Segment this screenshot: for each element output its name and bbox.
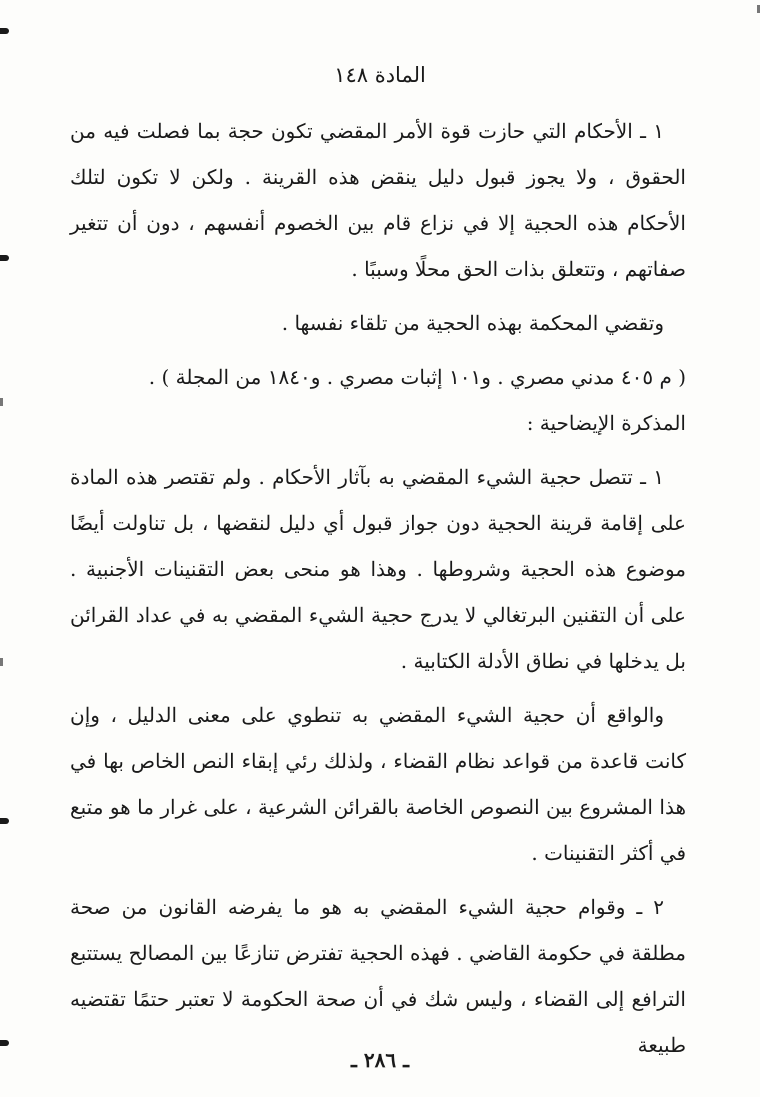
article-title: المادة ١٤٨ (334, 63, 426, 87)
memo-paragraph: والواقع أن حجية الشيء المقضي به تنطوي على معنى الدليل ، وإن كانت قاعدة من قواعد نظام القضاء ، ولذلك رئي إبقاء النص الخاص بها في هذا المشروع بين النصوص الخاصة بالقرائن الشرعية ، على غرار ما هو متبع في أكثر التقنينات . (70, 703, 686, 865)
page-number: ـ ٢٨٦ ـ (351, 1048, 409, 1072)
scan-edge-mark (0, 255, 9, 261)
memo-paragraph: ٢ ـ وقوام حجية الشيء المقضي به هو ما يفرضه القانون من صحة مطلقة في حكومة القاضي . فهذه الحجية تفترض تنازعًا بين المصالح يستتبع الترافع إلى القضاء ، وليس شك في أن صحة الحكومة لا تعتبر حتمًا تقتضيه طبيعة (70, 895, 686, 1057)
article-paragraph: ١ ـ الأحكام التي حازت قوة الأمر المقضي تكون حجة بما فصلت فيه من الحقوق ، ولا يجوز قبول دليل ينقض هذه القرينة . ولكن لا تكون لتلك الأحكام هذه الحجية إلا في نزاع قام بين الخصوم أنفسهم ، دون أن تتغير صفاتهم ، وتتعلق بذات الحق محلًا وسببًا . (70, 119, 686, 281)
section-heading: المذكرة الإيضاحية : (526, 411, 686, 435)
scan-edge-mark (0, 28, 9, 34)
scan-edge-mark (0, 818, 9, 824)
article-body (70, 108, 686, 1076)
source-reference: ( م ٤٠٥ مدني مصري . و١٠١ إثبات مصري . و١٨٤٠ من المجلة ) . (148, 365, 686, 389)
article-paragraph: وتقضي المحكمة بهذه الحجية من تلقاء نفسها . (281, 311, 664, 335)
memo-paragraph: ١ ـ تتصل حجية الشيء المقضي به بآثار الأحكام . ولم تقتصر هذه المادة على إقامة قرينة الحجية دون جواز قبول أي دليل لنقضها ، بل تناولت أيضًا موضوع هذه الحجية وشروطها . وهذا هو منحى بعض التقنينات الأجنبية . على أن التقنين البرتغالي لا يدرج حجية الشيء المقضي به في عداد القرائن بل يدخلها في نطاق الأدلة الكتابية . (70, 465, 686, 673)
scan-edge-tick (0, 398, 3, 406)
scan-edge-tick (0, 658, 3, 666)
